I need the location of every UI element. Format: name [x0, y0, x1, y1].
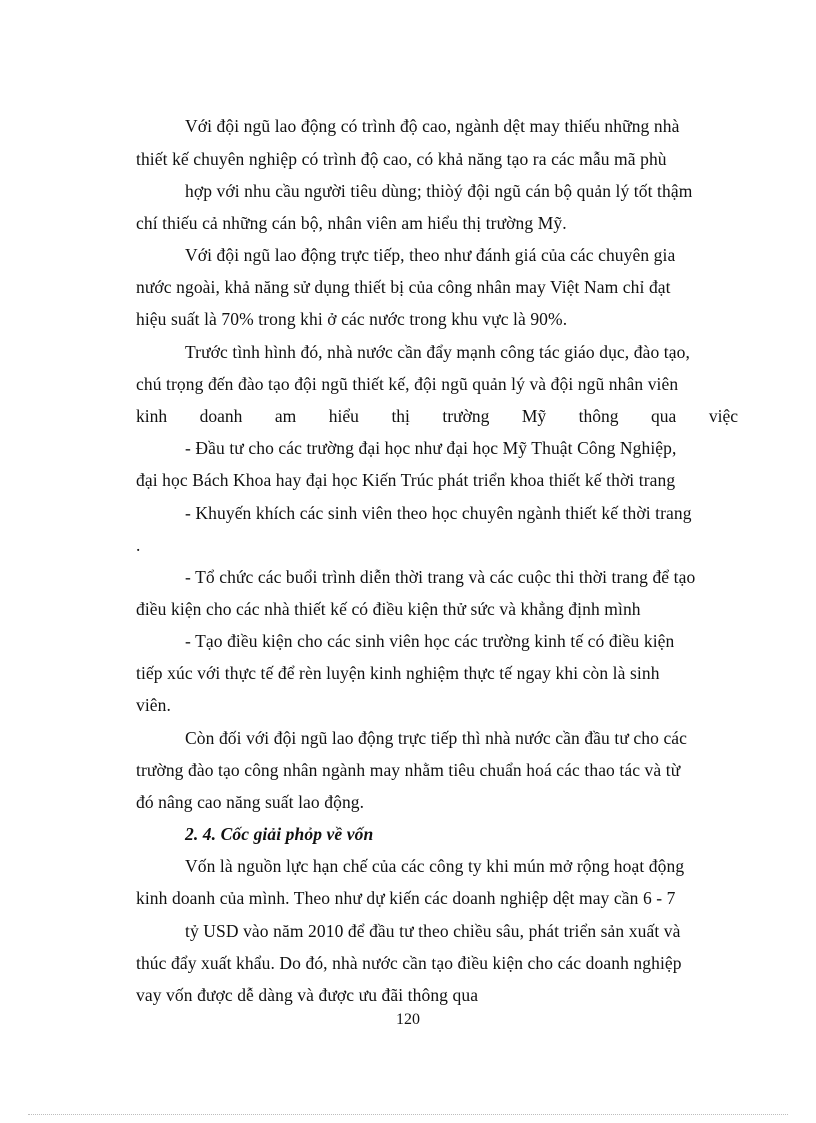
- word: kinh: [136, 406, 168, 426]
- word: doanh: [199, 406, 243, 426]
- spread-text-line: [136, 405, 738, 427]
- page-bottom-divider: [28, 1114, 788, 1115]
- word: thông: [578, 406, 619, 426]
- word: thị: [391, 406, 410, 426]
- word: trường: [442, 406, 490, 426]
- word: hiểu: [328, 406, 359, 426]
- word: Mỹ: [521, 406, 547, 426]
- page-number: 120: [396, 1011, 420, 1028]
- word: am: [274, 406, 297, 426]
- document-page: Với đội ngũ lao động có trình độ cao, ngành dệt may thiếu những nhà thiết kế chuyên nghiệp có trình độ cao, có khả năng tạo ra các mẫu mã phù hợp với nhu cầu người tiêu dùng; thiòý đội ngũ cán bộ quản lý tốt thậm chí thiếu cả những cán bộ, nhân viên am hiểu thị trường Mỹ. Với đội ngũ lao động trực tiếp, theo như đánh giá của các chuyên gia nước ngoài, khả năng sử dụng thiết bị của công nhân may Việt Nam chỉ đạt hiệu suất là 70% trong khi ở các nước trong khu vực là 90%. Trước tình hình đó, nhà nước cần đẩy mạnh công tác giáo dục, đào tạo, chú trọng đến đào tạo đội ngũ thiết kế, đội ngũ quản lý và đội ngũ nhân viên kinh doanh am hiểu thị trường Mỹ thông qua việc - Đầu tư cho các trường đại học như đại học Mỹ Thuật Công Nghiệp, đại học Bách Khoa hay đại học Kiến Trúc phát triển khoa thiết kế thời trang - Khuyến khích các sinh viên theo học chuyên ngành thiết kế thời trang . - Tổ chức các buổi trình diễn thời trang và các cuộc thi thời trang để tạo điều kiện cho các nhà thiết kế có điều kiện thử sức và khẳng định mình - Tạo điều kiện cho các sinh viên học các trường kinh tế có điều kiện tiếp xúc với thực tế để rèn luyện kinh nghiệm thực tế ngay khi còn là sinh viên. Còn đối với đội ngũ lao động trực tiếp thì nhà nước cần đầu tư cho các trường đào tạo công nhân ngành may nhằm tiêu chuẩn hoá các thao tác và từ đó nâng cao năng suất lao động. 2. 4. Cốc giải phỏp về vốn Vốn là nguồn lực hạn chế của các công ty khi mún mở rộng hoạt động kinh doanh của mình. Theo như dự kiến các doanh nghiệp dệt may cần 6 - 7 tỷ USD vào năm 2010 để đầu tư theo chiều sâu, phát triển sản xuất và thúc đẩy xuất khẩu. Do đó, nhà nước cần tạo điều kiện cho các doanh nghiệp vay vốn được dễ dàng và được ưu đãi thông qua 120: [0, 0, 816, 1123]
- word: việc: [708, 406, 738, 426]
- word: qua: [651, 406, 677, 426]
